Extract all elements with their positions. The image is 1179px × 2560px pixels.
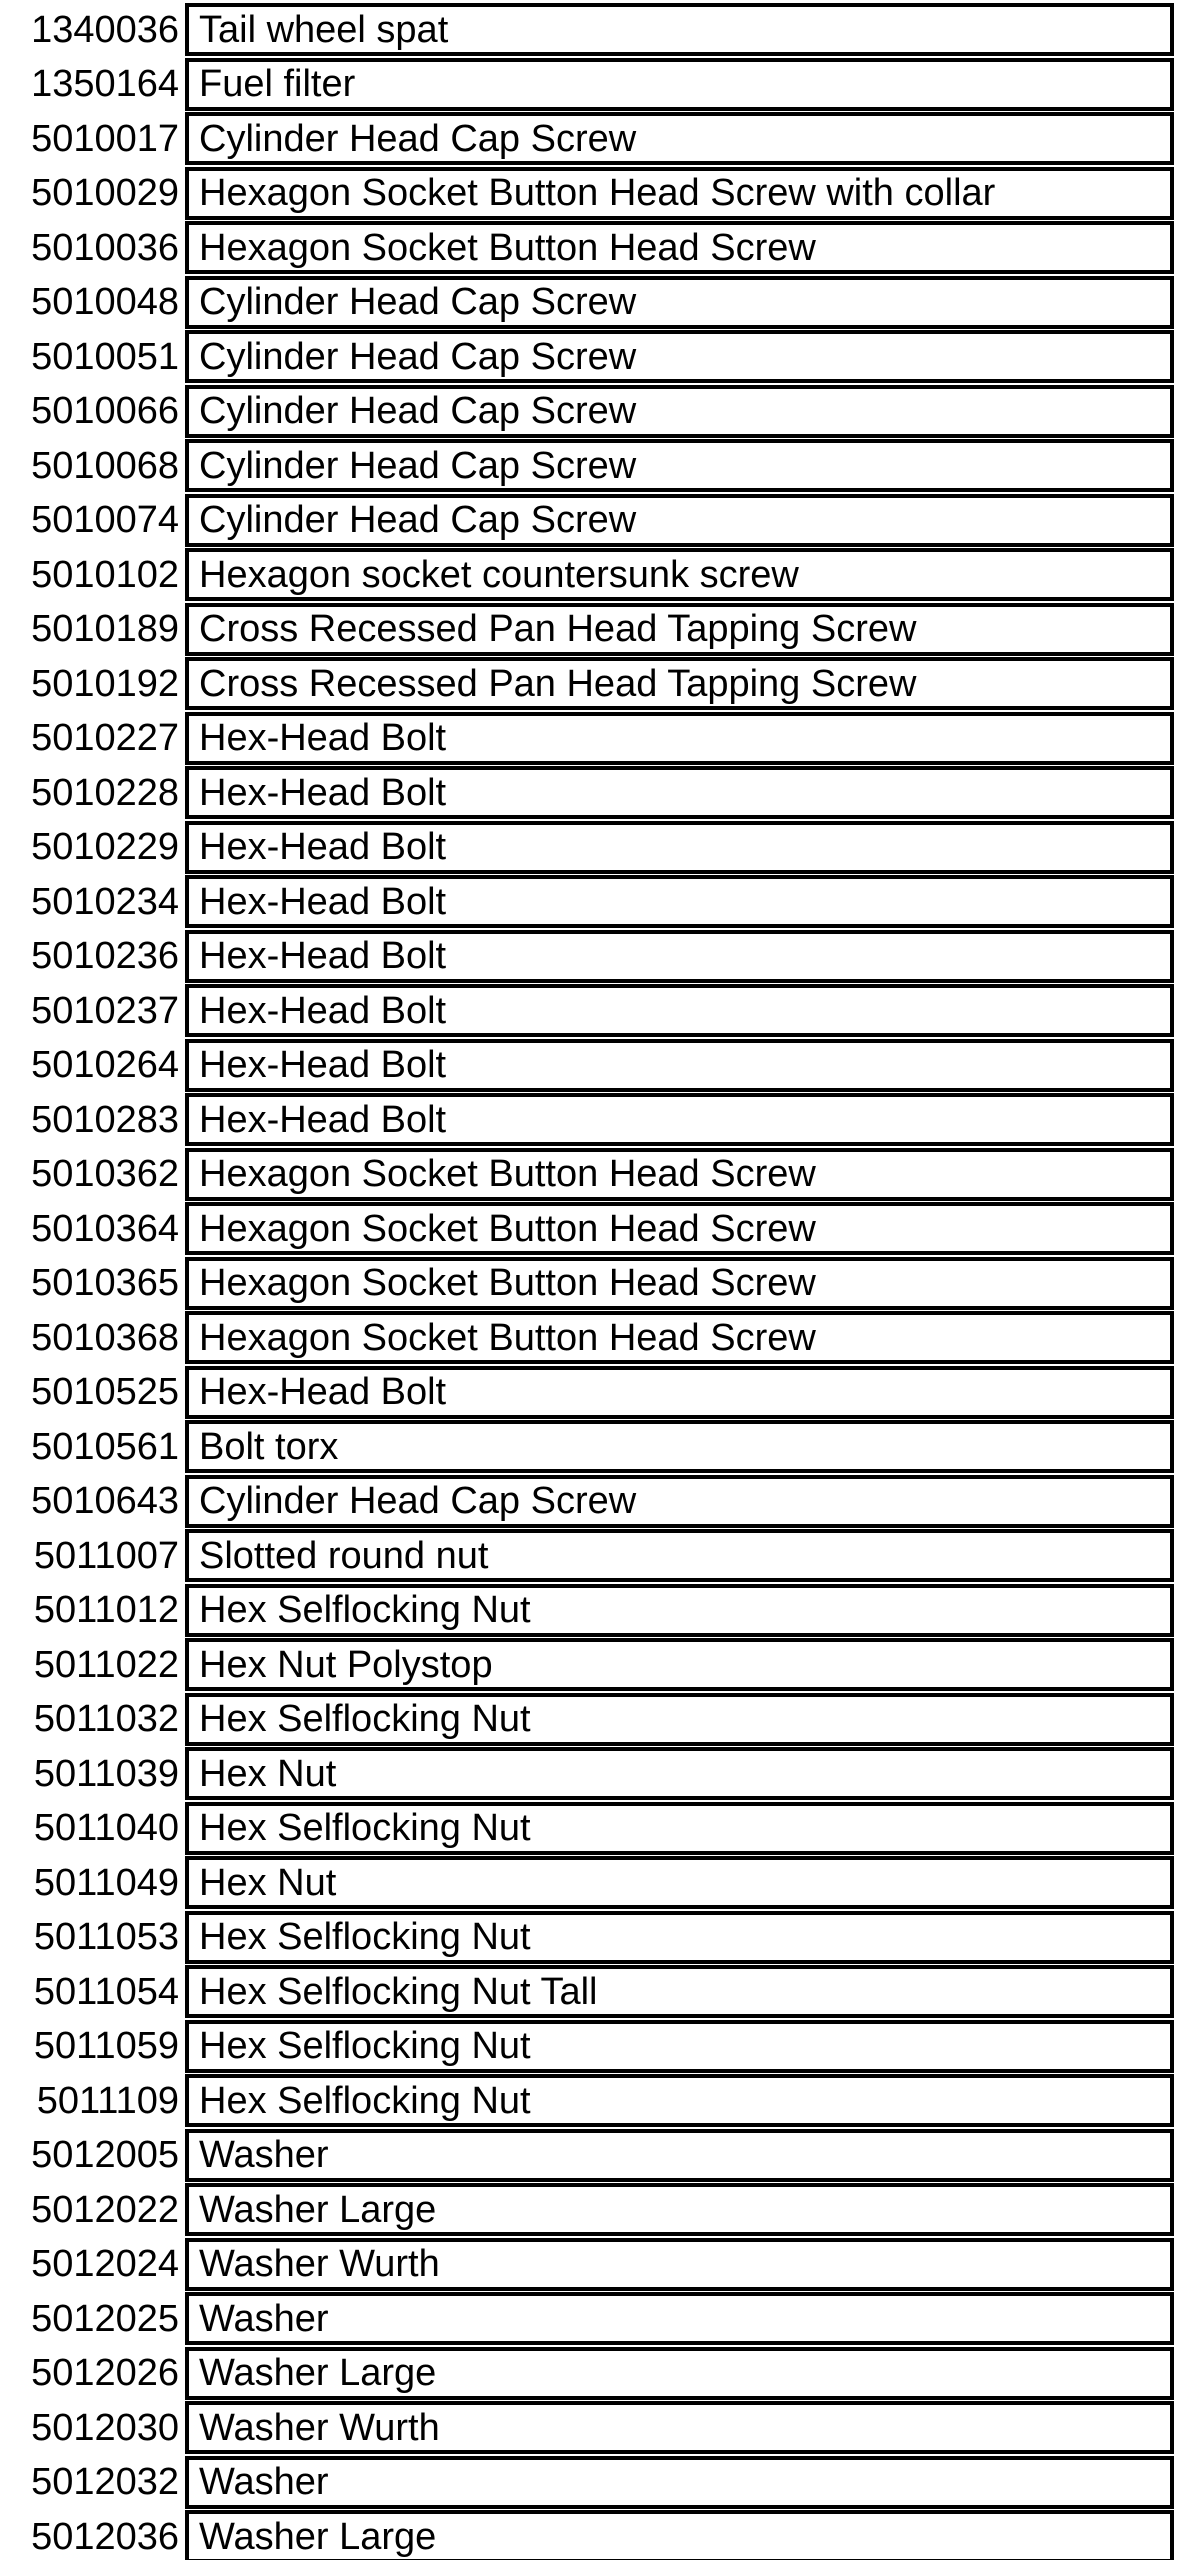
part-description-cell: Hex Selflocking Nut Tall	[185, 1965, 1174, 2018]
table-row	[0, 1257, 1174, 1310]
part-number-cell: 5010036	[31, 226, 179, 269]
part-description-cell: Washer	[185, 2292, 1174, 2345]
part-description-cell: Washer Wurth	[185, 2401, 1174, 2454]
part-description-cell: Washer Large	[185, 2347, 1174, 2400]
part-description-cell: Hex-Head Bolt	[185, 930, 1174, 983]
part-number-cell: 5012005	[31, 2134, 179, 2176]
table-row	[0, 1638, 1174, 1691]
part-number-cell: 5011109	[36, 2079, 179, 2122]
part-number-cell: 5011032	[33, 1698, 179, 1740]
part-description-cell: Slotted round nut	[185, 1529, 1174, 1582]
part-number-cell: 5011053	[33, 1916, 179, 1958]
part-number-cell: 5012025	[31, 2297, 179, 2340]
part-number-cell: 5011054	[33, 1970, 179, 2013]
part-description-cell: Cross Recessed Pan Head Tapping Screw	[185, 603, 1174, 656]
part-description-cell: Hexagon Socket Button Head Screw	[185, 1148, 1174, 1201]
table-row	[0, 1693, 1174, 1746]
part-description-cell: Hex-Head Bolt	[185, 1093, 1174, 1146]
part-number-cell: 5012036	[31, 2515, 179, 2558]
part-description-cell: Fuel filter	[185, 58, 1174, 111]
part-number-cell: 5011059	[33, 2025, 179, 2067]
table-row	[0, 221, 1174, 274]
parts-table	[0, 3, 1174, 2560]
part-number-cell: 5011049	[33, 1861, 179, 1904]
part-description-cell: Bolt torx	[185, 1420, 1174, 1473]
part-number-cell: 5010227	[31, 717, 179, 759]
part-number-cell: 5011007	[33, 1534, 179, 1577]
part-number-cell: 5010189	[31, 608, 179, 650]
part-number-cell: 5010364	[31, 1207, 179, 1250]
part-number-cell: 1340036	[31, 8, 179, 51]
part-description-cell: Washer Wurth	[185, 2238, 1174, 2291]
table-row	[0, 766, 1174, 819]
part-number-cell: 5010068	[31, 444, 179, 487]
part-number-cell: 5010051	[31, 335, 179, 378]
part-description-cell: Hex-Head Bolt	[185, 1039, 1174, 1092]
table-row	[0, 1148, 1174, 1201]
part-description-cell: Hexagon Socket Button Head Screw	[185, 1257, 1174, 1310]
table-row	[0, 2510, 1174, 2560]
table-row	[0, 712, 1174, 765]
table-row	[0, 1475, 1174, 1528]
part-number-cell: 5010192	[31, 662, 179, 705]
part-number-cell: 5010017	[31, 117, 179, 160]
part-number-cell: 5011022	[33, 1643, 179, 1686]
part-description-cell: Hexagon Socket Button Head Screw	[185, 1202, 1174, 1255]
part-description-cell: Washer	[185, 2129, 1174, 2182]
table-row	[0, 1584, 1174, 1637]
part-number-cell: 5010264	[31, 1044, 179, 1086]
table-row	[0, 548, 1174, 601]
part-description-cell: Hex-Head Bolt	[185, 712, 1174, 765]
part-description-cell: Washer Large	[185, 2183, 1174, 2236]
table-row	[0, 875, 1174, 928]
table-row	[0, 1856, 1174, 1909]
part-description-cell: Cylinder Head Cap Screw	[185, 439, 1174, 492]
table-row	[0, 1965, 1174, 2018]
part-description-cell: Hex Selflocking Nut	[185, 2020, 1174, 2073]
part-number-cell: 5010368	[31, 1316, 179, 1359]
part-description-cell: Cylinder Head Cap Screw	[185, 494, 1174, 547]
part-number-cell: 5010362	[31, 1153, 179, 1195]
table-row	[0, 1093, 1174, 1146]
table-row	[0, 494, 1174, 547]
table-row	[0, 603, 1174, 656]
table-row	[0, 1311, 1174, 1364]
part-number-cell: 5011040	[33, 1807, 179, 1849]
part-number-cell: 5012030	[31, 2406, 179, 2449]
part-number-cell: 5010283	[31, 1098, 179, 1141]
part-number-cell: 5010236	[31, 935, 179, 977]
part-description-cell: Hex Nut Polystop	[185, 1638, 1174, 1691]
table-row	[0, 2020, 1174, 2073]
part-number-cell: 5010365	[31, 1262, 179, 1304]
part-description-cell: Hexagon Socket Button Head Screw	[185, 1311, 1174, 1364]
table-row	[0, 58, 1174, 111]
part-number-cell: 5012024	[31, 2243, 179, 2285]
part-description-cell: Tail wheel spat	[185, 3, 1174, 56]
part-description-cell: Cylinder Head Cap Screw	[185, 330, 1174, 383]
part-number-cell: 5011039	[33, 1752, 179, 1795]
part-number-cell: 5012022	[31, 2188, 179, 2231]
part-description-cell: Hex Nut	[185, 1856, 1174, 1909]
part-number-cell: 5010234	[31, 880, 179, 923]
table-row	[0, 1366, 1174, 1419]
part-number-cell: 5010074	[31, 499, 179, 541]
table-row	[0, 657, 1174, 710]
table-row	[0, 276, 1174, 329]
part-description-cell: Hex-Head Bolt	[185, 821, 1174, 874]
table-row	[0, 2129, 1174, 2182]
table-row	[0, 984, 1174, 1037]
part-number-cell: 5010066	[31, 390, 179, 432]
table-row	[0, 1529, 1174, 1582]
table-row	[0, 930, 1174, 983]
part-number-cell: 5012026	[31, 2352, 179, 2394]
part-number-cell: 5010643	[31, 1480, 179, 1522]
part-description-cell: Cylinder Head Cap Screw	[185, 385, 1174, 438]
table-row	[0, 1039, 1174, 1092]
part-description-cell: Hex Selflocking Nut	[185, 2074, 1174, 2127]
part-number-cell: 5011012	[33, 1589, 179, 1631]
table-row	[0, 2074, 1174, 2127]
part-number-cell: 5010229	[31, 826, 179, 868]
table-row	[0, 439, 1174, 492]
table-row	[0, 2347, 1174, 2400]
part-description-cell: Hex-Head Bolt	[185, 984, 1174, 1037]
table-row	[0, 385, 1174, 438]
part-number-cell: 5010525	[31, 1371, 179, 1413]
table-row	[0, 112, 1174, 165]
part-number-cell: 5010237	[31, 989, 179, 1032]
part-description-cell: Hex Selflocking Nut	[185, 1693, 1174, 1746]
part-number-cell: 5010228	[31, 771, 179, 814]
part-description-cell: Hex Nut	[185, 1747, 1174, 1800]
part-description-cell: Hex Selflocking Nut	[185, 1802, 1174, 1855]
part-description-cell: Cylinder Head Cap Screw	[185, 112, 1174, 165]
part-description-cell: Hex Selflocking Nut	[185, 1911, 1174, 1964]
part-description-cell: Hexagon Socket Button Head Screw	[185, 221, 1174, 274]
table-row	[0, 167, 1174, 220]
part-description-cell: Hexagon socket countersunk screw	[185, 548, 1174, 601]
table-row	[0, 1802, 1174, 1855]
table-row	[0, 2183, 1174, 2236]
part-description-cell: Cylinder Head Cap Screw	[185, 1475, 1174, 1528]
table-row	[0, 330, 1174, 383]
part-number-cell: 5010561	[31, 1425, 179, 1468]
table-row	[0, 2292, 1174, 2345]
part-description-cell: Hex-Head Bolt	[185, 875, 1174, 928]
table-row	[0, 1747, 1174, 1800]
part-description-cell: Cylinder Head Cap Screw	[185, 276, 1174, 329]
part-number-cell: 5010102	[31, 553, 179, 596]
table-row	[0, 3, 1174, 56]
table-row	[0, 1420, 1174, 1473]
part-description-cell: Hex Selflocking Nut	[185, 1584, 1174, 1637]
part-number-cell: 5010048	[31, 281, 179, 323]
part-description-cell: Cross Recessed Pan Head Tapping Screw	[185, 657, 1174, 710]
table-row	[0, 2456, 1174, 2509]
table-row	[0, 2238, 1174, 2291]
part-number-cell: 5012032	[31, 2461, 179, 2503]
part-number-cell: 5010029	[31, 172, 179, 214]
table-row	[0, 2401, 1174, 2454]
table-row	[0, 821, 1174, 874]
part-description-cell: Hex-Head Bolt	[185, 1366, 1174, 1419]
part-description-cell: Washer	[185, 2456, 1174, 2509]
part-description-cell: Hexagon Socket Button Head Screw with collar	[185, 167, 1174, 220]
part-description-cell: Washer Large	[185, 2510, 1174, 2560]
table-row	[0, 1911, 1174, 1964]
table-row	[0, 1202, 1174, 1255]
part-number-cell: 1350164	[31, 63, 179, 105]
part-description-cell: Hex-Head Bolt	[185, 766, 1174, 819]
